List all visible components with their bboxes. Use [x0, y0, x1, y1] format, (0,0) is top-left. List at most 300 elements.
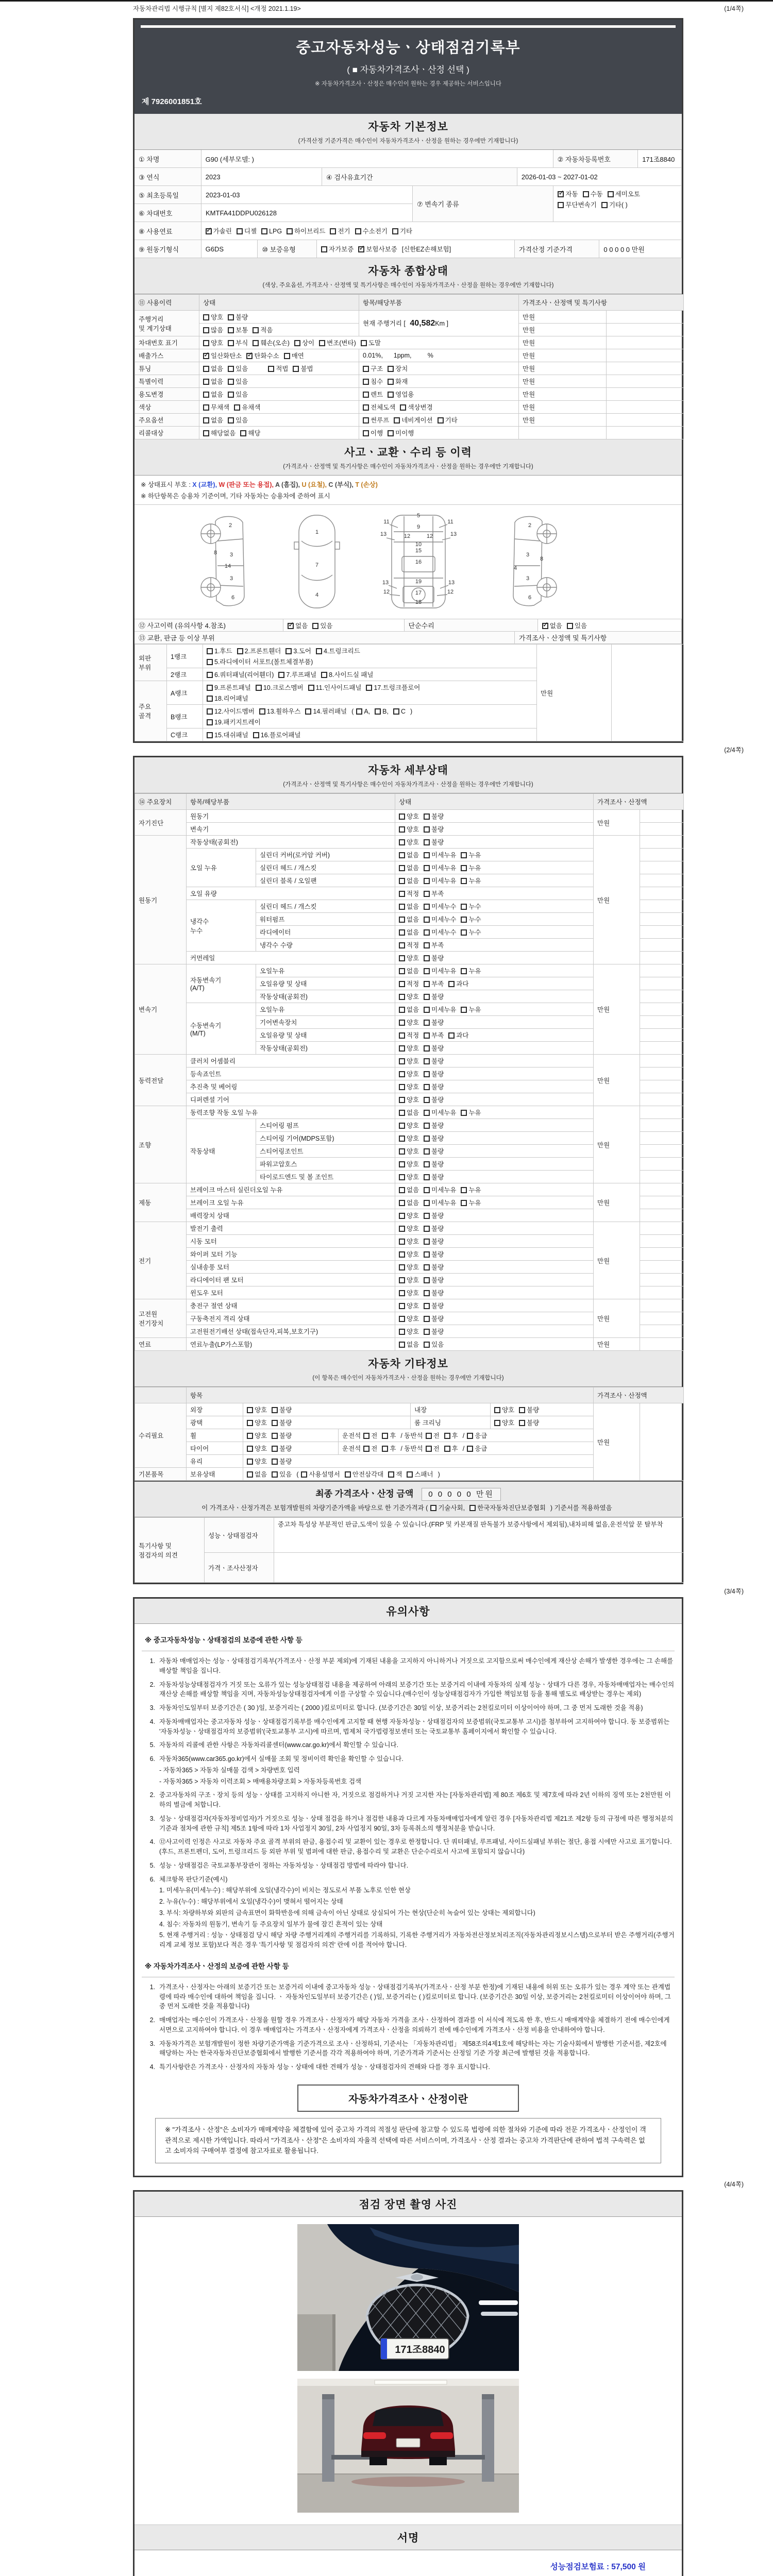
checkbox[interactable] — [399, 1058, 405, 1064]
checkbox[interactable] — [461, 852, 467, 858]
checkbox[interactable] — [203, 392, 209, 398]
checkbox[interactable] — [399, 1329, 405, 1335]
checkbox-option — [319, 338, 356, 347]
position-options — [339, 1429, 594, 1442]
option-label: 후 — [390, 1445, 396, 1452]
checkbox[interactable] — [312, 623, 318, 629]
checkbox[interactable] — [261, 228, 267, 234]
checkbox[interactable] — [601, 202, 608, 208]
checkbox[interactable] — [399, 1045, 405, 1052]
checkbox[interactable] — [278, 672, 284, 678]
checkbox-checked[interactable] — [542, 623, 548, 629]
checkbox[interactable] — [399, 1239, 405, 1245]
checkbox[interactable] — [399, 852, 405, 858]
checkbox[interactable] — [519, 1420, 525, 1426]
option-label: 해당 — [248, 430, 261, 437]
item-options — [359, 427, 519, 439]
checkbox[interactable] — [461, 1110, 467, 1116]
remark-cell — [640, 926, 684, 939]
checkbox[interactable] — [424, 891, 430, 897]
checkbox[interactable] — [424, 1020, 430, 1026]
option-label: 불량 — [431, 1019, 444, 1026]
price-cell: 만원 — [594, 1403, 640, 1481]
checkbox-option — [461, 850, 481, 859]
checkbox[interactable] — [424, 994, 430, 1000]
checkbox[interactable] — [399, 1007, 405, 1013]
checkbox[interactable] — [316, 648, 322, 654]
checkbox[interactable] — [382, 1433, 388, 1439]
checkbox-option — [461, 902, 481, 911]
checkbox[interactable] — [284, 353, 290, 359]
checkbox[interactable] — [424, 1303, 430, 1309]
state-options — [395, 1132, 594, 1145]
checkbox[interactable] — [203, 340, 209, 346]
remark-cell — [640, 1042, 684, 1055]
checkbox[interactable] — [294, 340, 300, 346]
checkbox[interactable] — [444, 1446, 450, 1452]
checkbox-option — [228, 312, 248, 321]
checkbox[interactable] — [424, 1110, 430, 1116]
checkbox[interactable] — [388, 392, 394, 398]
checkbox[interactable] — [399, 1097, 405, 1103]
checkbox[interactable] — [424, 1316, 430, 1322]
checkbox[interactable] — [424, 1290, 430, 1296]
checkbox[interactable] — [424, 1264, 430, 1270]
checkbox[interactable] — [363, 366, 369, 372]
checkbox[interactable] — [461, 1187, 467, 1193]
checkbox[interactable] — [228, 340, 234, 346]
checkbox[interactable] — [519, 1407, 525, 1413]
column-header: 가격조사ㆍ산정액 — [594, 1387, 684, 1403]
checkbox[interactable] — [424, 955, 430, 961]
option-label: 7.루프패널 — [286, 671, 317, 679]
checkbox[interactable] — [203, 366, 209, 372]
checkbox[interactable] — [424, 1123, 430, 1129]
checkbox[interactable] — [399, 839, 405, 845]
checkbox[interactable] — [207, 719, 213, 725]
checkbox[interactable] — [259, 708, 265, 715]
checkbox-checked[interactable] — [206, 228, 212, 234]
option-label: 부족 — [431, 890, 444, 897]
checkbox[interactable] — [424, 1161, 430, 1167]
checkbox-checked[interactable] — [558, 191, 564, 197]
option-label: 미세누유 — [431, 1187, 457, 1194]
checkbox[interactable] — [272, 1471, 278, 1478]
diagram-part-number: 3 — [229, 575, 233, 582]
checkbox[interactable] — [424, 826, 430, 833]
checkbox[interactable] — [272, 1446, 278, 1452]
checkbox[interactable] — [321, 246, 327, 252]
checkbox[interactable] — [394, 417, 400, 423]
checkbox[interactable] — [448, 981, 455, 987]
checkbox[interactable] — [424, 929, 430, 936]
section-title: 자동차 종합상태 — [368, 265, 448, 277]
option-label: 도말 — [368, 340, 381, 347]
checkbox[interactable] — [424, 968, 430, 974]
checkbox[interactable] — [399, 1251, 405, 1258]
checkbox[interactable] — [583, 191, 589, 197]
checkbox[interactable] — [203, 430, 209, 436]
checkbox[interactable] — [363, 1433, 369, 1439]
checkbox[interactable] — [399, 1148, 405, 1155]
final-price-band — [135, 1481, 682, 1517]
checkbox[interactable] — [424, 1148, 430, 1155]
checkbox[interactable] — [424, 1136, 430, 1142]
checkbox[interactable] — [305, 708, 311, 715]
checkbox-option — [399, 1314, 419, 1323]
checkbox[interactable] — [363, 392, 369, 398]
checkbox[interactable] — [207, 685, 213, 691]
option-label: 적정 — [407, 890, 419, 897]
checkbox-option — [399, 1043, 419, 1053]
regulation-reference: 자동차관리법 시행규칙 [별지 제82호서식] <개정 2021.1.19> — [133, 5, 301, 12]
checkbox[interactable] — [393, 708, 399, 715]
checkbox[interactable] — [363, 404, 369, 411]
remark-cell — [640, 1119, 684, 1132]
notice-number: 1. — [149, 1657, 155, 1665]
checkbox[interactable] — [461, 929, 467, 936]
remark-cell — [607, 375, 684, 388]
checkbox[interactable] — [424, 1174, 430, 1180]
checkbox[interactable] — [424, 1251, 430, 1258]
checkbox[interactable] — [345, 1471, 351, 1478]
checkbox[interactable] — [424, 981, 430, 987]
checkbox[interactable] — [400, 404, 406, 411]
checkbox[interactable] — [399, 865, 405, 871]
subitem-label: 스티어링 기어(MDPS포함) — [256, 1132, 395, 1145]
checkbox[interactable] — [228, 379, 234, 385]
notice-text: 자동차365(www.car365.go.kr)에서 실매물 조회 및 정비이력 확인을 확인할 수 있습니다. - 자동차365 > 자동차 실매물 검색 > 차량번호 입력 - 자동차365 > 자동차 이력조회 > 매매용차량조회 > 자동차등록번호 검색 — [159, 1754, 675, 1786]
checkbox[interactable] — [399, 968, 405, 974]
checkbox[interactable] — [399, 1303, 405, 1309]
checkbox-option — [399, 1005, 419, 1014]
checkbox[interactable] — [363, 417, 369, 423]
checkbox[interactable] — [424, 865, 430, 871]
checkbox[interactable] — [467, 1446, 473, 1452]
checkbox-option — [207, 657, 313, 666]
form-title: 중고자동차성능ㆍ상태점검기록부 — [296, 40, 520, 56]
checkbox[interactable] — [399, 955, 405, 961]
checkbox[interactable] — [272, 1459, 278, 1465]
checkbox[interactable] — [228, 314, 234, 320]
checkbox[interactable] — [399, 994, 405, 1000]
remark-cell — [640, 900, 684, 913]
checkbox[interactable] — [424, 1277, 430, 1283]
checkbox[interactable] — [253, 340, 259, 346]
checkbox[interactable] — [203, 404, 209, 411]
checkbox[interactable] — [399, 1187, 405, 1193]
checkbox[interactable] — [247, 1471, 253, 1478]
checkbox[interactable] — [608, 191, 614, 197]
text: [신한EZ손해보험] — [401, 246, 451, 253]
checkbox[interactable] — [461, 878, 467, 884]
checkbox[interactable] — [461, 968, 467, 974]
notice-number: 5. — [149, 1741, 155, 1749]
checkbox[interactable] — [228, 327, 234, 333]
checkbox-checked[interactable] — [203, 353, 209, 359]
checkbox[interactable] — [424, 942, 430, 948]
checkbox[interactable] — [319, 340, 325, 346]
state-code: W (판금 또는 용접), — [219, 481, 276, 488]
checkbox-checked[interactable] — [358, 246, 364, 252]
checkbox-option — [203, 428, 236, 437]
checkbox[interactable] — [388, 430, 394, 436]
checkbox[interactable] — [424, 1200, 430, 1206]
checkbox[interactable] — [285, 648, 292, 654]
checkbox[interactable] — [392, 228, 398, 234]
checkbox[interactable] — [207, 648, 213, 654]
checkbox[interactable] — [558, 202, 564, 208]
checkbox[interactable] — [426, 1446, 432, 1452]
table-row — [135, 375, 684, 388]
option-label: 썬루프 — [371, 417, 390, 424]
option-label: 불량 — [431, 1212, 444, 1219]
detail-header — [135, 757, 682, 793]
appraiser-label: 가격ㆍ조사산정자 — [205, 1553, 274, 1583]
checkbox[interactable] — [399, 1161, 405, 1167]
checkbox[interactable] — [207, 696, 213, 702]
checkbox[interactable] — [399, 1264, 405, 1270]
option-label: 양호 — [502, 1406, 515, 1414]
checkbox-option — [363, 389, 383, 399]
checkbox[interactable] — [237, 648, 243, 654]
checkbox-option — [399, 1108, 419, 1117]
item-label: 타이어 — [187, 1442, 243, 1455]
inspector-label: 성능ㆍ상태점검자 — [205, 1518, 274, 1553]
checkbox[interactable] — [424, 1213, 430, 1219]
checkbox[interactable] — [494, 1420, 500, 1426]
checkbox[interactable] — [207, 659, 213, 665]
checkbox[interactable] — [461, 1200, 467, 1206]
checkbox[interactable] — [424, 1239, 430, 1245]
checkbox[interactable] — [399, 1226, 405, 1232]
text: 운전석 — [342, 1432, 361, 1439]
checkbox[interactable] — [407, 1471, 413, 1478]
checkbox[interactable] — [366, 685, 372, 691]
checkbox[interactable] — [399, 1110, 405, 1116]
checkbox[interactable] — [382, 1446, 388, 1452]
checkbox[interactable] — [399, 826, 405, 833]
checkbox-option — [461, 876, 481, 885]
checkbox-option — [330, 226, 350, 235]
item-options — [359, 375, 519, 388]
checkbox[interactable] — [247, 1433, 253, 1439]
photo-car-front — [297, 2224, 519, 2371]
checkbox[interactable] — [438, 417, 444, 423]
checkbox[interactable] — [399, 1084, 405, 1090]
checkbox[interactable] — [375, 708, 381, 715]
checkbox[interactable] — [247, 1407, 253, 1413]
checkbox-option — [253, 338, 290, 347]
checkbox[interactable] — [356, 708, 362, 715]
notice-number: 6. — [149, 1755, 155, 1762]
checkbox[interactable] — [228, 366, 234, 372]
checkbox-option — [424, 940, 444, 950]
remark-cell — [640, 1338, 684, 1351]
rank-items — [203, 705, 537, 728]
checkbox[interactable] — [256, 685, 262, 691]
checkbox[interactable] — [424, 814, 430, 820]
option-label: 한국자동차진단보증협회 — [477, 1504, 546, 1512]
checkbox[interactable] — [424, 1097, 430, 1103]
checkbox[interactable] — [237, 228, 243, 234]
item-label: 외장 — [187, 1403, 243, 1416]
diagram-part-number: 2 — [528, 522, 532, 529]
checkbox[interactable] — [424, 1084, 430, 1090]
state-options — [395, 887, 594, 900]
checkbox[interactable] — [399, 1174, 405, 1180]
checkbox[interactable] — [203, 417, 209, 423]
notice-group-c-header: ※ 자동차가격조사ㆍ산정의 보증에 관한 사항 등 — [142, 1954, 675, 1977]
checkbox[interactable] — [272, 1407, 278, 1413]
option-label: 후 — [451, 1445, 458, 1452]
table-row — [135, 349, 684, 362]
checkbox-option — [424, 1159, 444, 1168]
checkbox[interactable] — [424, 1342, 430, 1348]
checkbox[interactable] — [207, 708, 213, 715]
checkbox-option — [467, 1444, 487, 1453]
checkbox[interactable] — [424, 852, 430, 858]
checkbox[interactable] — [567, 623, 573, 629]
option-label: 누유 — [468, 865, 481, 872]
checkbox[interactable] — [399, 1277, 405, 1283]
checkbox[interactable] — [253, 732, 259, 738]
checkbox[interactable] — [424, 1032, 430, 1039]
checkbox[interactable] — [461, 917, 467, 923]
fuel-label: ⑧ 사용연료 — [135, 222, 201, 240]
checkbox[interactable] — [399, 891, 405, 897]
checkbox[interactable] — [363, 379, 369, 385]
checkbox[interactable] — [424, 1045, 430, 1052]
checkbox[interactable] — [399, 929, 405, 936]
notice-item — [142, 1754, 675, 1786]
checkbox[interactable] — [448, 1032, 455, 1039]
checkbox[interactable] — [293, 366, 299, 372]
checkbox-option — [424, 1146, 444, 1156]
checkbox[interactable] — [399, 1136, 405, 1142]
checkbox[interactable] — [203, 379, 209, 385]
checkbox[interactable] — [363, 430, 369, 436]
checkbox[interactable] — [399, 917, 405, 923]
checkbox[interactable] — [424, 1071, 430, 1077]
checkbox[interactable] — [203, 314, 209, 320]
checkbox[interactable] — [330, 228, 336, 234]
checkbox[interactable] — [247, 1420, 253, 1426]
checkbox[interactable] — [424, 878, 430, 884]
checkbox[interactable] — [467, 1433, 473, 1439]
checkbox[interactable] — [424, 1187, 430, 1193]
notice-item — [142, 2015, 675, 2035]
diagram-part-number: 4 — [315, 592, 319, 598]
diagram-part-number: 15 — [415, 548, 422, 554]
checkbox[interactable] — [399, 1032, 405, 1039]
checkbox[interactable] — [424, 1058, 430, 1064]
checkbox[interactable] — [287, 228, 293, 234]
checkbox[interactable] — [361, 340, 367, 346]
checkbox[interactable] — [207, 732, 213, 738]
checkbox[interactable] — [240, 430, 246, 436]
checkbox[interactable] — [399, 878, 405, 884]
checkbox[interactable] — [388, 379, 394, 385]
checkbox[interactable] — [494, 1407, 500, 1413]
state-options — [395, 1196, 594, 1209]
checkbox[interactable] — [355, 228, 361, 234]
checkbox[interactable] — [321, 672, 327, 678]
checkbox[interactable] — [207, 672, 213, 678]
checkbox[interactable] — [399, 1020, 405, 1026]
checkbox-option — [519, 1405, 539, 1414]
checkbox[interactable] — [247, 1446, 253, 1452]
checkbox-checked[interactable] — [246, 353, 253, 359]
checkbox[interactable] — [228, 417, 234, 423]
option-label: 불량 — [431, 813, 444, 820]
checkbox[interactable] — [424, 904, 430, 910]
checkbox[interactable] — [424, 839, 430, 845]
subitem-label: 오일누유 — [256, 964, 395, 977]
checkbox[interactable] — [399, 1071, 405, 1077]
checkbox[interactable] — [424, 1329, 430, 1335]
checkbox[interactable] — [363, 1446, 369, 1452]
checkbox-option — [278, 670, 316, 679]
checkbox-checked[interactable] — [288, 623, 294, 629]
base-price-value: 0 0 0 0 0 만원 — [599, 240, 682, 258]
checkbox[interactable] — [399, 1213, 405, 1219]
checkbox[interactable] — [234, 404, 240, 411]
checkbox[interactable] — [399, 1342, 405, 1348]
inspection-premium: 성능점검보험료 : 57,500 원 — [550, 2563, 646, 2572]
checkbox[interactable] — [272, 1433, 278, 1439]
option-label: 6.쿼터패널(리어휀더) — [214, 671, 274, 679]
checkbox[interactable] — [399, 1123, 405, 1129]
notice-item — [142, 1703, 675, 1713]
item-label: 작동상태 — [187, 1119, 256, 1183]
checkbox[interactable] — [399, 1316, 405, 1322]
checkbox[interactable] — [461, 1007, 467, 1013]
checkbox[interactable] — [268, 366, 274, 372]
checkbox[interactable] — [426, 1433, 432, 1439]
checkbox[interactable] — [399, 904, 405, 910]
checkbox[interactable] — [399, 942, 405, 948]
checkbox[interactable] — [253, 327, 259, 333]
checkbox-option — [272, 1405, 292, 1414]
table-row — [135, 414, 684, 427]
checkbox[interactable] — [301, 1471, 307, 1478]
header-stripe — [141, 25, 676, 28]
checkbox[interactable] — [424, 917, 430, 923]
checkbox[interactable] — [228, 392, 234, 398]
checkbox[interactable] — [399, 1290, 405, 1296]
usage-history-label: 용도변경 — [135, 388, 199, 401]
option-label: 하이브리드 — [294, 228, 326, 235]
option-label: 장치 — [395, 365, 408, 372]
checkbox[interactable] — [203, 327, 209, 333]
checkbox[interactable] — [424, 1226, 430, 1232]
checkbox[interactable] — [308, 685, 314, 691]
checkbox[interactable] — [388, 1471, 394, 1478]
checkbox[interactable] — [469, 1505, 476, 1511]
checkbox[interactable] — [272, 1420, 278, 1426]
checkbox[interactable] — [399, 814, 405, 820]
checkbox[interactable] — [461, 865, 467, 871]
checkbox[interactable] — [461, 904, 467, 910]
checkbox[interactable] — [247, 1459, 253, 1465]
checkbox[interactable] — [444, 1433, 450, 1439]
checkbox[interactable] — [424, 1007, 430, 1013]
checkbox[interactable] — [399, 1200, 405, 1206]
checkbox[interactable] — [430, 1505, 436, 1511]
checkbox[interactable] — [399, 981, 405, 987]
checkbox[interactable] — [388, 366, 394, 372]
